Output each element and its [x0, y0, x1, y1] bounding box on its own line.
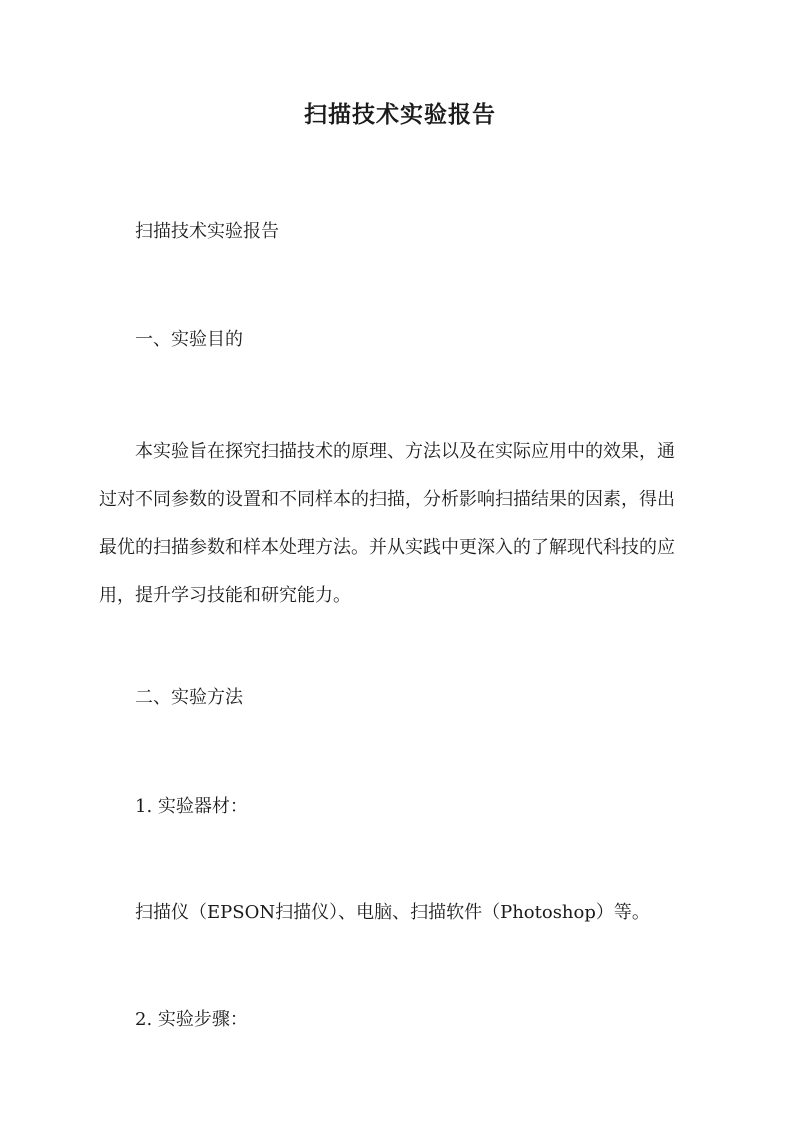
equipment-text: 扫描仪（EPSON扫描仪）、电脑、扫描软件（Photoshop）等。	[135, 902, 650, 923]
step-heading-procedure: 2. 实验步骤：	[135, 1009, 248, 1030]
paragraph-line: 用，提升学习技能和研究能力。	[99, 585, 351, 606]
step-heading-equipment: 1. 实验器材：	[135, 796, 248, 817]
purpose-paragraph	[99, 428, 700, 620]
document-subtitle: 扫描技术实验报告	[135, 221, 279, 242]
paragraph-line: 最优的扫描参数和样本处理方法。并从实践中更深入的了解现代科技的应	[99, 537, 675, 558]
section-heading-purpose: 一、实验目的	[135, 329, 243, 350]
paragraph-line: 过对不同参数的设置和不同样本的扫描，分析影响扫描结果的因素，得出	[99, 489, 675, 510]
section-heading-method: 二、实验方法	[135, 687, 243, 708]
paragraph-line: 本实验旨在探究扫描技术的原理、方法以及在实际应用中的效果，通	[135, 441, 675, 462]
document-title: 扫描技术实验报告	[304, 101, 496, 128]
